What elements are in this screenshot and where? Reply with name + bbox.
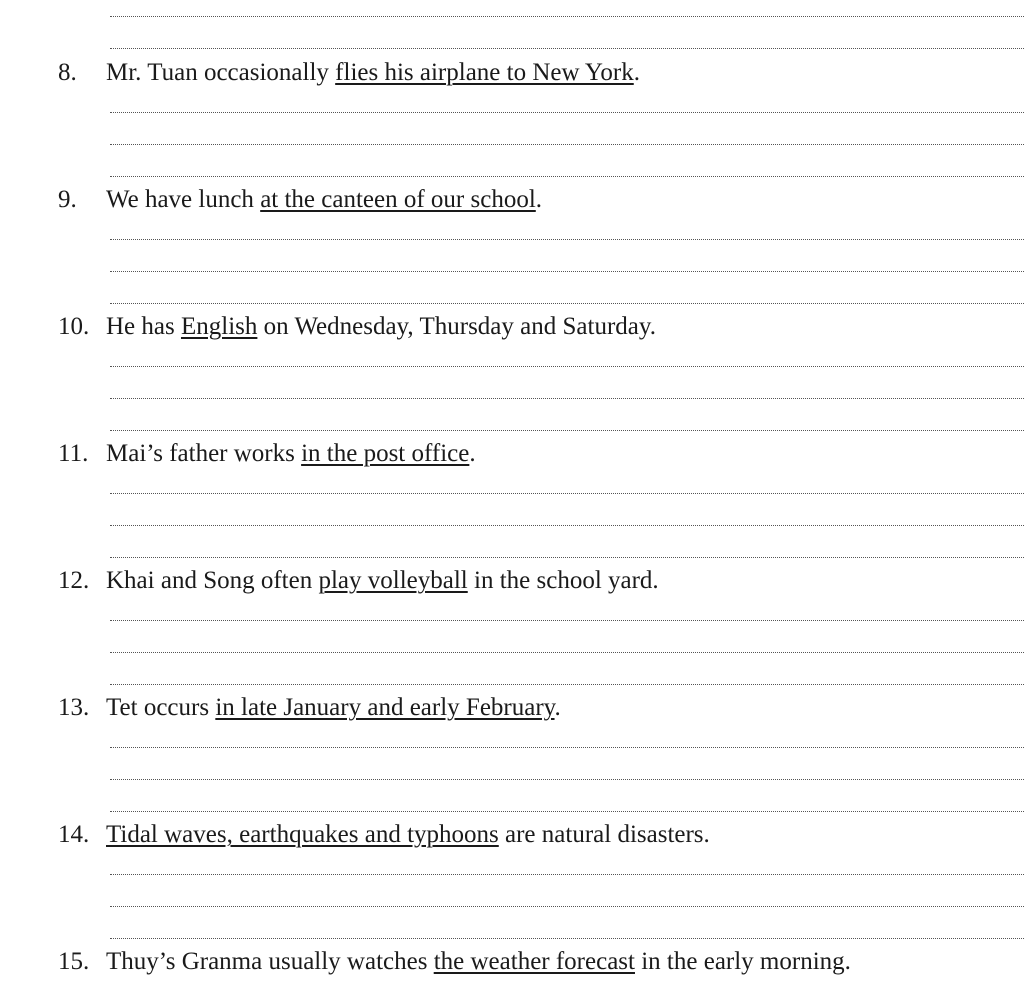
answer-line xyxy=(110,874,1024,875)
answer-line xyxy=(110,112,1024,113)
sentence-end: on Wednesday, Thursday and Saturday. xyxy=(257,313,656,340)
item-number: 11. xyxy=(58,440,89,467)
answer-line xyxy=(110,271,1024,272)
item-number: 8. xyxy=(58,59,77,86)
answer-line xyxy=(110,303,1024,304)
item-sentence xyxy=(106,180,542,220)
answer-line xyxy=(110,620,1024,621)
item-sentence xyxy=(106,53,640,93)
item-number: 14. xyxy=(58,821,90,848)
item-sentence xyxy=(106,942,851,982)
exercise-item-12 xyxy=(0,561,1024,601)
sentence-start: Thuy’s Granma usually watches xyxy=(106,948,434,975)
item-number: 12. xyxy=(58,567,90,594)
item-sentence xyxy=(106,561,659,601)
underlined-phrase: at the canteen of our school xyxy=(260,186,536,213)
answer-line xyxy=(110,557,1024,558)
item-number: 10. xyxy=(58,313,90,340)
sentence-end: . xyxy=(535,186,543,213)
sentence-start: Khai and Song often xyxy=(106,567,319,594)
underlined-phrase: in late January and early February xyxy=(215,694,555,721)
exercise-item-15 xyxy=(0,942,1024,982)
answer-line xyxy=(110,747,1024,748)
underlined-phrase: the weather forecast xyxy=(433,948,635,975)
exercise-item-9 xyxy=(0,180,1024,220)
item-number: 9. xyxy=(58,186,77,213)
sentence-end: . xyxy=(554,694,561,721)
item-sentence xyxy=(106,307,656,347)
sentence-end: in the school yard. xyxy=(467,567,659,594)
answer-line xyxy=(110,493,1024,494)
answer-line xyxy=(110,366,1024,367)
sentence-end: . xyxy=(633,59,640,86)
answer-line xyxy=(110,176,1024,177)
answer-line xyxy=(110,938,1024,939)
item-sentence xyxy=(106,434,476,474)
item-sentence xyxy=(106,688,561,728)
answer-line xyxy=(110,144,1024,145)
answer-line xyxy=(110,811,1024,812)
underlined-phrase: flies his airplane to New York xyxy=(335,59,634,86)
answer-line xyxy=(110,779,1024,780)
exercise-item-14 xyxy=(0,815,1024,855)
exercise-item-13 xyxy=(0,688,1024,728)
item-number: 13. xyxy=(58,694,90,721)
answer-line xyxy=(110,239,1024,240)
answer-line xyxy=(110,684,1024,685)
answer-line xyxy=(110,48,1024,49)
sentence-start: Mr. Tuan occasionally xyxy=(106,59,336,86)
sentence-end: in the early morning. xyxy=(634,948,851,975)
answer-line xyxy=(110,16,1024,17)
underlined-phrase: in the post office xyxy=(301,440,470,467)
item-sentence xyxy=(106,815,710,855)
underlined-phrase: Tidal waves, earthquakes and typhoons xyxy=(106,821,499,848)
answer-line xyxy=(110,430,1024,431)
exercise-item-10 xyxy=(0,307,1024,347)
sentence-start: Tet occurs xyxy=(106,694,216,721)
sentence-end: are natural disasters. xyxy=(498,821,710,848)
underlined-phrase: play volleyball xyxy=(318,567,468,594)
sentence-start: Mai’s father works xyxy=(106,440,302,467)
item-number: 15. xyxy=(58,948,90,975)
answer-line xyxy=(110,398,1024,399)
exercise-item-11 xyxy=(0,434,1024,474)
answer-line xyxy=(110,652,1024,653)
answer-line xyxy=(110,906,1024,907)
sentence-end: . xyxy=(469,440,476,467)
underlined-phrase: English xyxy=(180,313,258,340)
sentence-start: He has xyxy=(106,313,181,340)
answer-line xyxy=(110,525,1024,526)
exercise-item-8 xyxy=(0,53,1024,93)
sentence-start: We have lunch xyxy=(106,186,261,213)
